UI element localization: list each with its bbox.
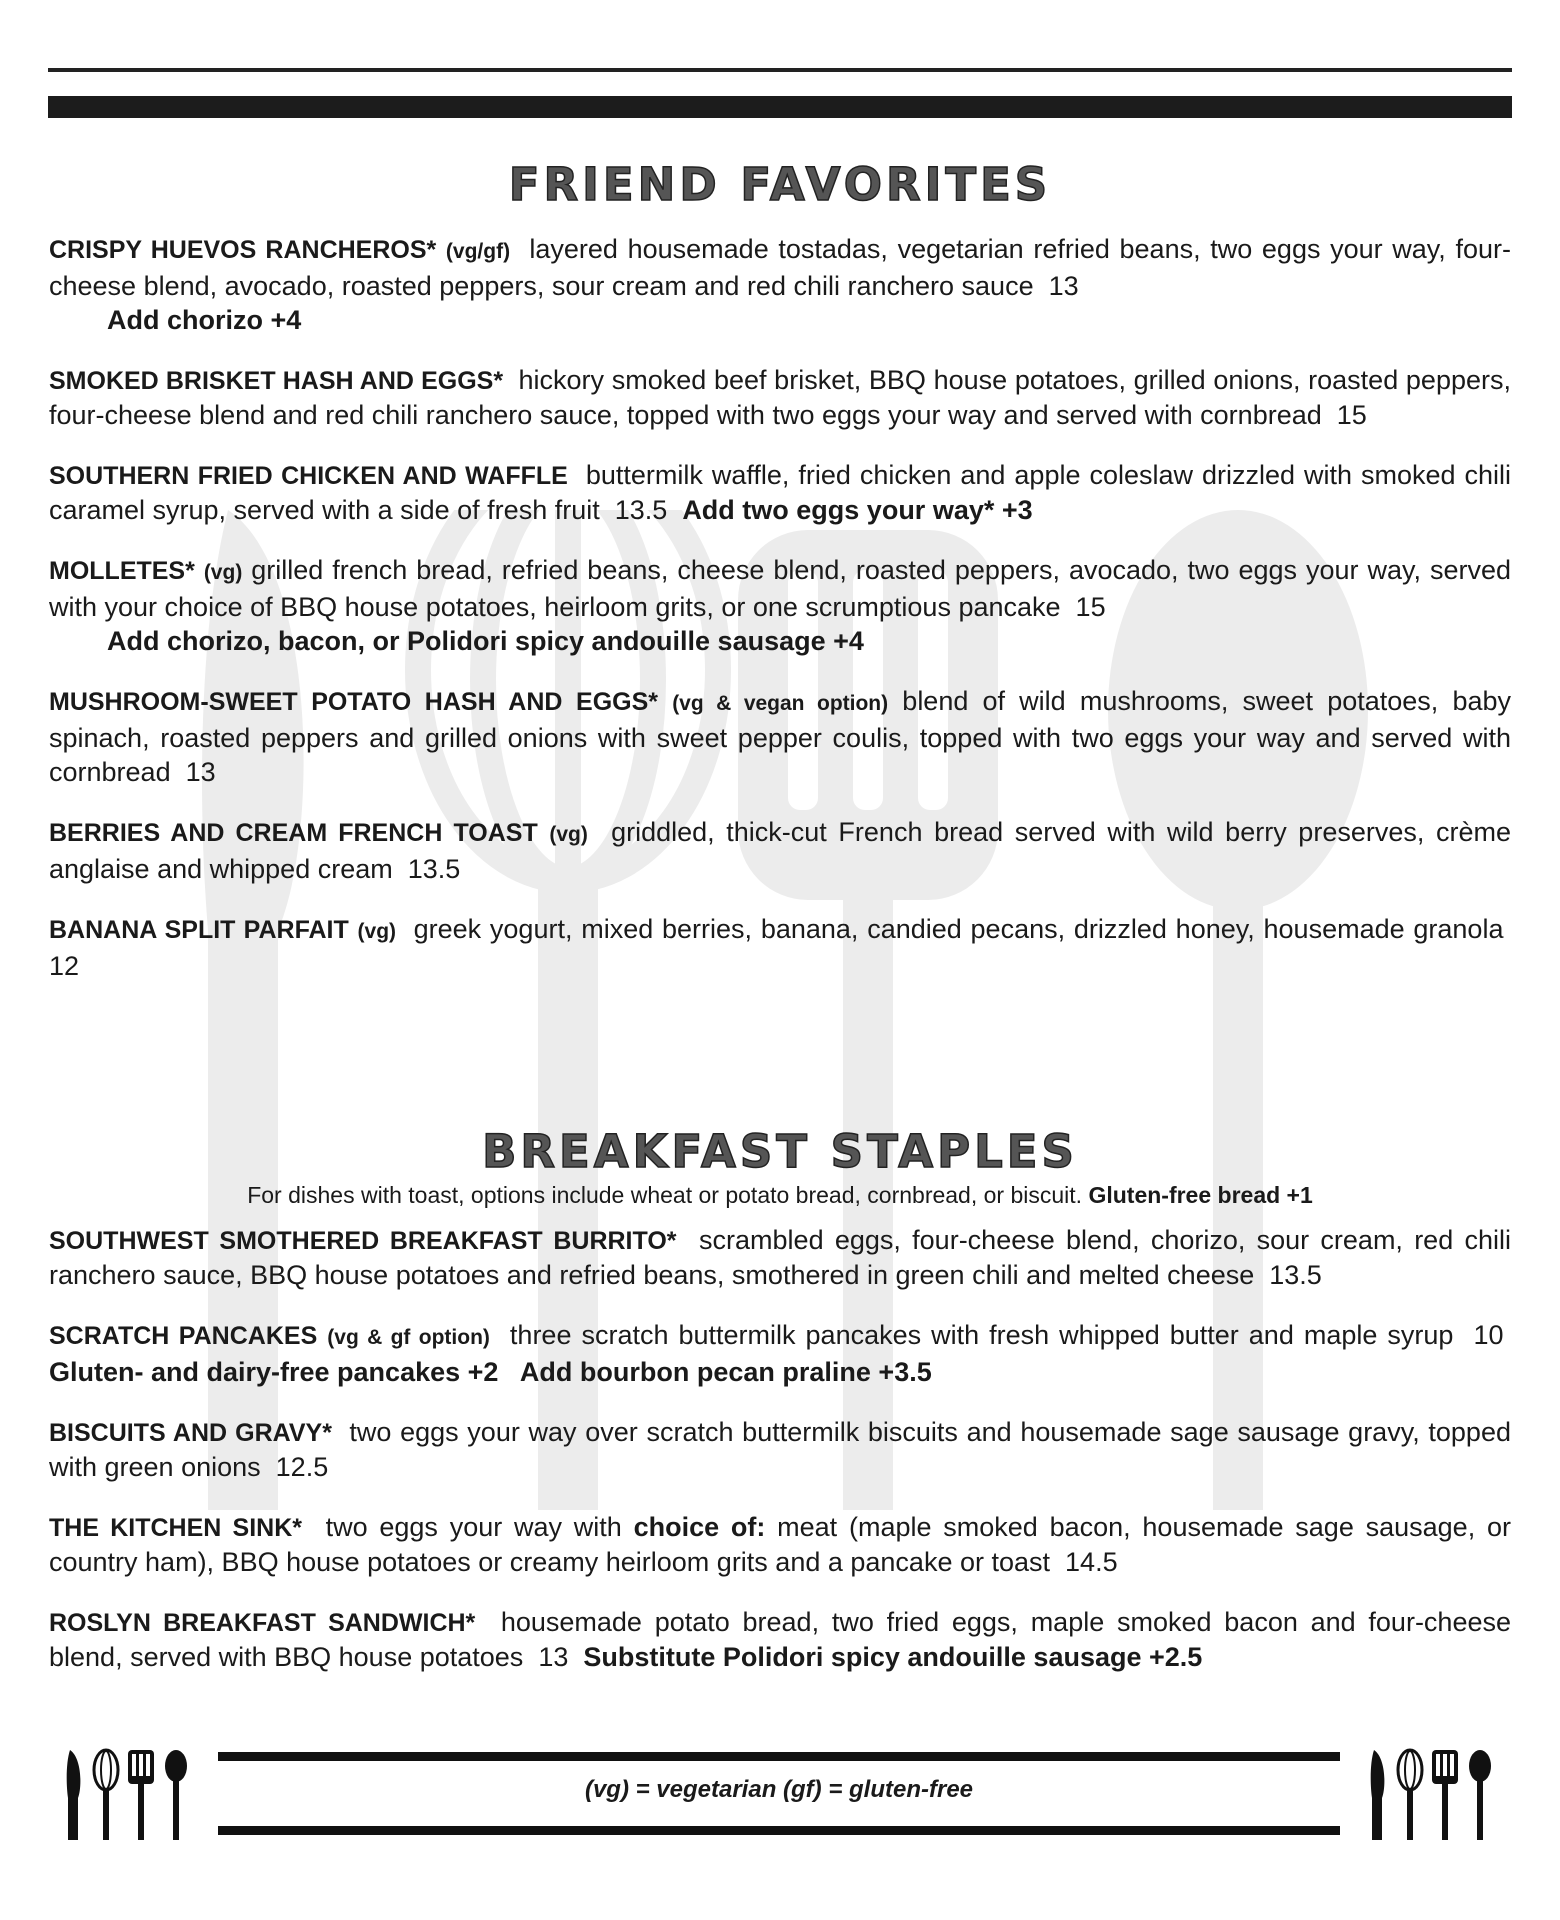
item-name: BISCUITS AND GRAVY* bbox=[49, 1419, 332, 1447]
item-name: MUSHROOM-SWEET POTATO HASH AND EGGS* bbox=[49, 688, 659, 716]
item-description: three scratch buttermilk pancakes with fresh whipped butter and maple syrup bbox=[509, 1320, 1454, 1350]
item-name: CRISPY HUEVOS RANCHEROS* bbox=[49, 236, 437, 264]
item-description: two eggs your way over scratch buttermilk biscuits and housemade sage sausage gravy, topped with green onions bbox=[49, 1417, 1511, 1482]
menu-item bbox=[49, 815, 1511, 886]
item-price: 12.5 bbox=[275, 1452, 329, 1482]
item-addon: Add chorizo +4 bbox=[107, 305, 302, 335]
top-divider-thin bbox=[48, 68, 1512, 72]
item-description-bold: choice of: bbox=[633, 1512, 766, 1542]
item-price: 10 bbox=[1473, 1320, 1504, 1350]
item-description: blend of wild mushrooms, sweet potatoes, baby spinach, roasted peppers and grilled onions with sweet pepper coulis, topped with two eggs your way and served with cornbread bbox=[49, 686, 1511, 787]
item-name: SCRATCH PANCAKES bbox=[49, 1322, 318, 1350]
menu-item bbox=[49, 363, 1511, 432]
item-price: 13 bbox=[185, 757, 216, 787]
utensils-icon bbox=[62, 1748, 194, 1842]
item-description: hickory smoked beef brisket, BBQ house potatoes, grilled onions, roasted peppers, four-cheese blend and red chili ranchero sauce, topped with two eggs your way and served with cornbread bbox=[49, 365, 1511, 430]
item-name: SMOKED BRISKET HASH AND EGGS* bbox=[49, 367, 504, 395]
item-extra: Substitute Polidori spicy andouille sausage +2.5 bbox=[583, 1642, 1203, 1672]
menu-item bbox=[49, 1605, 1511, 1674]
section-note-bold: Gluten-free bread +1 bbox=[1088, 1182, 1313, 1208]
dietary-tag: (vg) bbox=[203, 561, 243, 584]
item-name: THE KITCHEN SINK* bbox=[49, 1514, 303, 1542]
dietary-tag: (vg) bbox=[549, 823, 588, 846]
item-name: BANANA SPLIT PARFAIT bbox=[49, 916, 349, 944]
item-price: 12 bbox=[49, 951, 80, 981]
item-name: ROSLYN BREAKFAST SANDWICH* bbox=[49, 1609, 476, 1637]
section-note bbox=[49, 1181, 1511, 1209]
item-price: 13 bbox=[1048, 271, 1079, 301]
section-title: FRIEND FAVORITES bbox=[508, 158, 1052, 211]
item-addon: Add chorizo, bacon, or Polidori spicy andouille sausage +4 bbox=[107, 626, 864, 656]
item-name: SOUTHWEST SMOTHERED BREAKFAST BURRITO* bbox=[49, 1227, 677, 1255]
section-title: BREAKFAST STAPLES bbox=[482, 1125, 1078, 1178]
item-name: SOUTHERN FRIED CHICKEN AND WAFFLE bbox=[49, 462, 568, 490]
menu-item bbox=[49, 1415, 1511, 1484]
menu-item bbox=[49, 1318, 1511, 1389]
menu-item bbox=[49, 1510, 1511, 1579]
menu-item bbox=[49, 1223, 1511, 1292]
menu-item bbox=[49, 232, 1511, 337]
item-description: greek yogurt, mixed berries, banana, candied pecans, drizzled honey, housemade granola bbox=[413, 914, 1504, 944]
item-description: housemade potato bread, two fried eggs, maple smoked bacon and four-cheese blend, served with BBQ house potatoes bbox=[49, 1607, 1511, 1672]
item-description-cont: meat (maple smoked bacon, housemade sage sausage, or country ham), BBQ house potatoes or creamy heirloom grits and a pancake or toast bbox=[49, 1512, 1511, 1577]
item-price: 15 bbox=[1336, 400, 1367, 430]
item-price: 13.5 bbox=[1269, 1260, 1322, 1290]
item-price: 13.5 bbox=[407, 854, 461, 884]
item-description: two eggs your way with bbox=[325, 1512, 622, 1542]
menu-content bbox=[49, 160, 1511, 1700]
menu-item bbox=[49, 458, 1511, 527]
menu-item bbox=[49, 684, 1511, 789]
item-description: buttermilk waffle, fried chicken and apple coleslaw drizzled with smoked chili caramel syrup, served with a side of fresh fruit bbox=[49, 460, 1512, 525]
menu-item bbox=[49, 912, 1511, 983]
dietary-tag: (vg & vegan option) bbox=[672, 692, 889, 715]
item-extra: Add two eggs your way* +3 bbox=[682, 495, 1033, 525]
item-price: 13.5 bbox=[614, 495, 668, 525]
footer-divider-bottom bbox=[218, 1826, 1340, 1835]
dietary-tag: (vg) bbox=[357, 920, 397, 943]
item-name: BERRIES AND CREAM FRENCH TOAST bbox=[49, 819, 538, 847]
item-name: MOLLETES* bbox=[49, 557, 195, 585]
footer-divider-top bbox=[218, 1752, 1340, 1761]
item-price: 15 bbox=[1075, 592, 1106, 622]
item-description: grilled french bread, refried beans, cheese blend, roasted peppers, avocado, two eggs your way, served with your choice of BBQ house potatoes, heirloom grits, or one scrumptious pancake bbox=[49, 555, 1511, 622]
item-price: 13 bbox=[538, 1642, 569, 1672]
footer-legend: (vg) = vegetarian (gf) = gluten-free bbox=[584, 1776, 974, 1803]
item-description: griddled, thick-cut French bread served with wild berry preserves, crème anglaise and whipped cream bbox=[49, 817, 1511, 884]
dietary-tag: (vg & gf option) bbox=[327, 1326, 490, 1349]
utensils-icon bbox=[1366, 1748, 1498, 1842]
item-description: scrambled eggs, four-cheese blend, chorizo, sour cream, red chili ranchero sauce, BBQ house potatoes and refried beans, smothered in green chili and melted cheese bbox=[49, 1225, 1511, 1290]
item-extra: Gluten- and dairy-free pancakes +2 Add bourbon pecan praline +3.5 bbox=[49, 1357, 932, 1387]
item-description: layered housemade tostadas, vegetarian refried beans, two eggs your way, four-cheese blend, avocado, roasted peppers, sour cream and red chili ranchero sauce bbox=[49, 234, 1511, 301]
section-note-text: For dishes with toast, options include wheat or potato bread, cornbread, or biscuit. bbox=[247, 1182, 1083, 1208]
menu-item bbox=[49, 553, 1511, 658]
item-price: 14.5 bbox=[1065, 1547, 1118, 1577]
top-divider-thick bbox=[48, 96, 1512, 118]
dietary-tag: (vg/gf) bbox=[445, 240, 511, 263]
